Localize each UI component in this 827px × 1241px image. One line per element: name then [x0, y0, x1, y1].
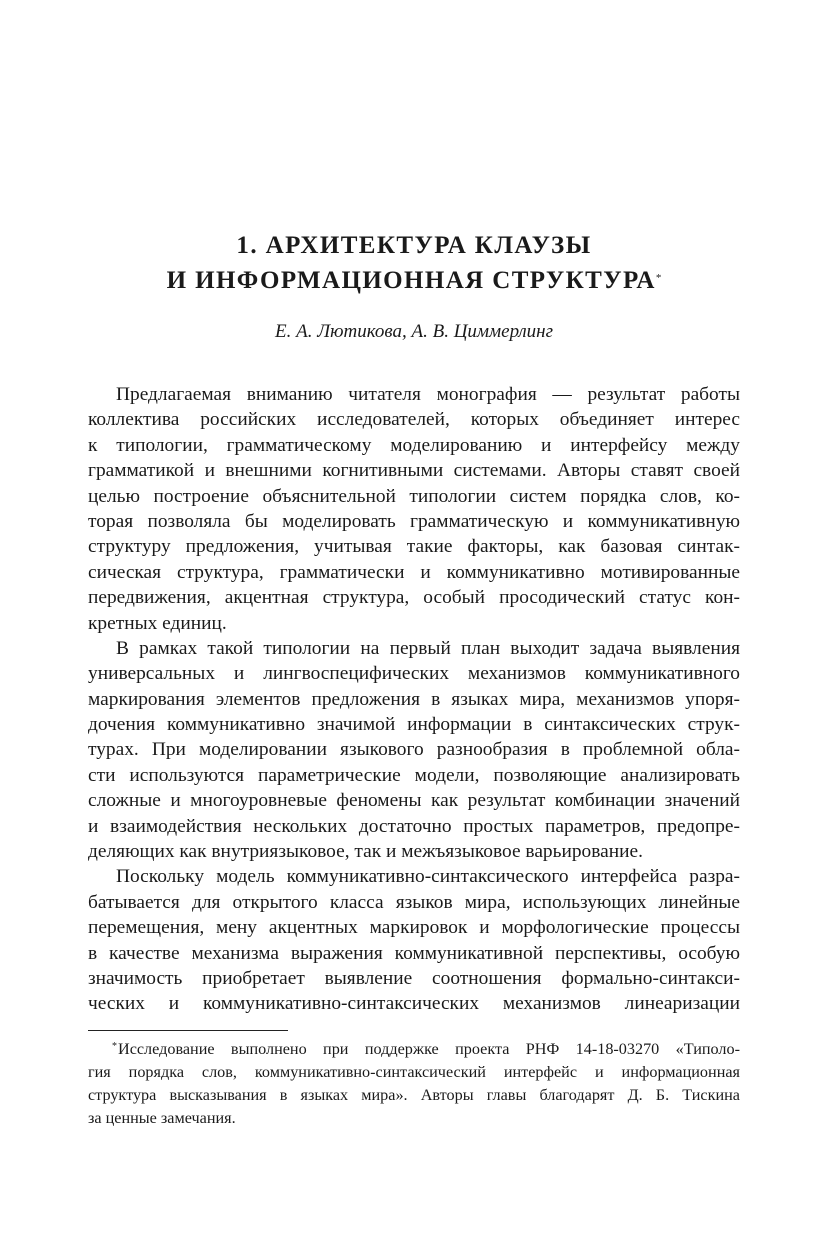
paragraph-1-line: к типологии, грамматическому моделированию и интерфейсу между: [88, 434, 740, 456]
paragraph-2-line: сложные и многоуровневые феномены как результат комбинации значений: [88, 790, 740, 812]
footnote-mark: *: [112, 1041, 117, 1052]
chapter-title-line-2: [88, 263, 740, 298]
paragraph-2-line: сти используются параметрические модели, позволяющие анализировать: [88, 764, 740, 786]
footnote-line: за ценные замечания.: [88, 1109, 236, 1127]
page: [88, 0, 740, 1241]
footnote-line-text: Исследование выполнено при поддержке проекта РНФ 14-18-03270 «Типоло-: [118, 1040, 740, 1058]
paragraph-2-line: универсальных и лингвоспецифических механизмов коммуникативного: [88, 663, 740, 685]
paragraph-1-line: коллектива российских исследователей, которых объединяет интерес: [88, 409, 740, 431]
footnote: [88, 1038, 740, 1130]
paragraph-1-line: кретных единиц.: [88, 612, 227, 634]
paragraph-2-line: маркирования элементов предложения в языках мира, механизмов упоря-: [88, 688, 740, 710]
paragraph-3-line: Поскольку модель коммуникативно-синтаксического интерфейса разра-: [116, 866, 740, 888]
body-text: [88, 382, 740, 1017]
paragraph-2-line: В рамках такой типологии на первый план выходит задача выявления: [116, 637, 740, 659]
footnote-separator: [88, 1030, 288, 1031]
paragraph-1-line: грамматикой и внешними когнитивными системами. Авторы ставят своей: [88, 460, 740, 482]
paragraph-2-line: турах. При моделировании языкового разнообразия в проблемной обла-: [88, 739, 740, 761]
paragraph-2-line: дочения коммуникативно значимой информации в синтаксических струк-: [88, 714, 740, 736]
chapter-title-line-2-text: И ИНФОРМАЦИОННАЯ СТРУКТУРА: [166, 267, 656, 294]
chapter-title-line-1: 1. АРХИТЕКТУРА КЛАУЗЫ: [236, 232, 592, 259]
footnote-line: структура высказывания в языках мира». Авторы главы благодарят Д. Б. Тискина: [88, 1086, 740, 1104]
paragraph-1-line: торая позволяла бы моделировать грамматическую и коммуникативную: [88, 510, 740, 532]
paragraph-2-line: деляющих как внутриязыковое, так и межъязыковое варьирование.: [88, 841, 643, 863]
chapter-authors: Е. А. Лютикова, А. В. Циммерлинг: [275, 321, 553, 342]
paragraph-1-line: целью построение объяснительной типологии систем порядка слов, ко-: [88, 485, 740, 507]
paragraph-1-line: сическая структура, грамматически и коммуникативно мотивированные: [88, 561, 740, 583]
paragraph-3-line: в качестве механизма выражения коммуникативной перспективы, особую: [88, 942, 740, 964]
paragraph-1-line: структуру предложения, учитывая такие факторы, как базовая синтак-: [88, 536, 740, 558]
paragraph-3-line: значимость приобретает выявление соотношения формально-синтакси-: [88, 967, 740, 989]
footnote-line: [88, 1038, 740, 1061]
chapter-title: [88, 228, 740, 298]
footnote-line: гия порядка слов, коммуникативно-синтаксический интерфейс и информационная: [88, 1063, 740, 1081]
paragraph-3-line: ческих и коммуникативно-синтаксических механизмов линеаризации: [88, 993, 740, 1015]
paragraph-3-line: перемещения, мену акцентных маркировок и морфологические процессы: [88, 917, 740, 939]
paragraph-2-line: и взаимодействия нескольких достаточно простых параметров, предопре-: [88, 815, 740, 837]
paragraph-3-line: батывается для открытого класса языков мира, использующих линейные: [88, 891, 740, 913]
paragraph-1-line: Предлагаемая вниманию читателя монография — результат работы: [116, 384, 740, 405]
title-footnote-mark[interactable]: *: [655, 272, 662, 284]
paragraph-1-line: передвижения, акцентная структура, особый просодический статус кон-: [88, 587, 740, 609]
